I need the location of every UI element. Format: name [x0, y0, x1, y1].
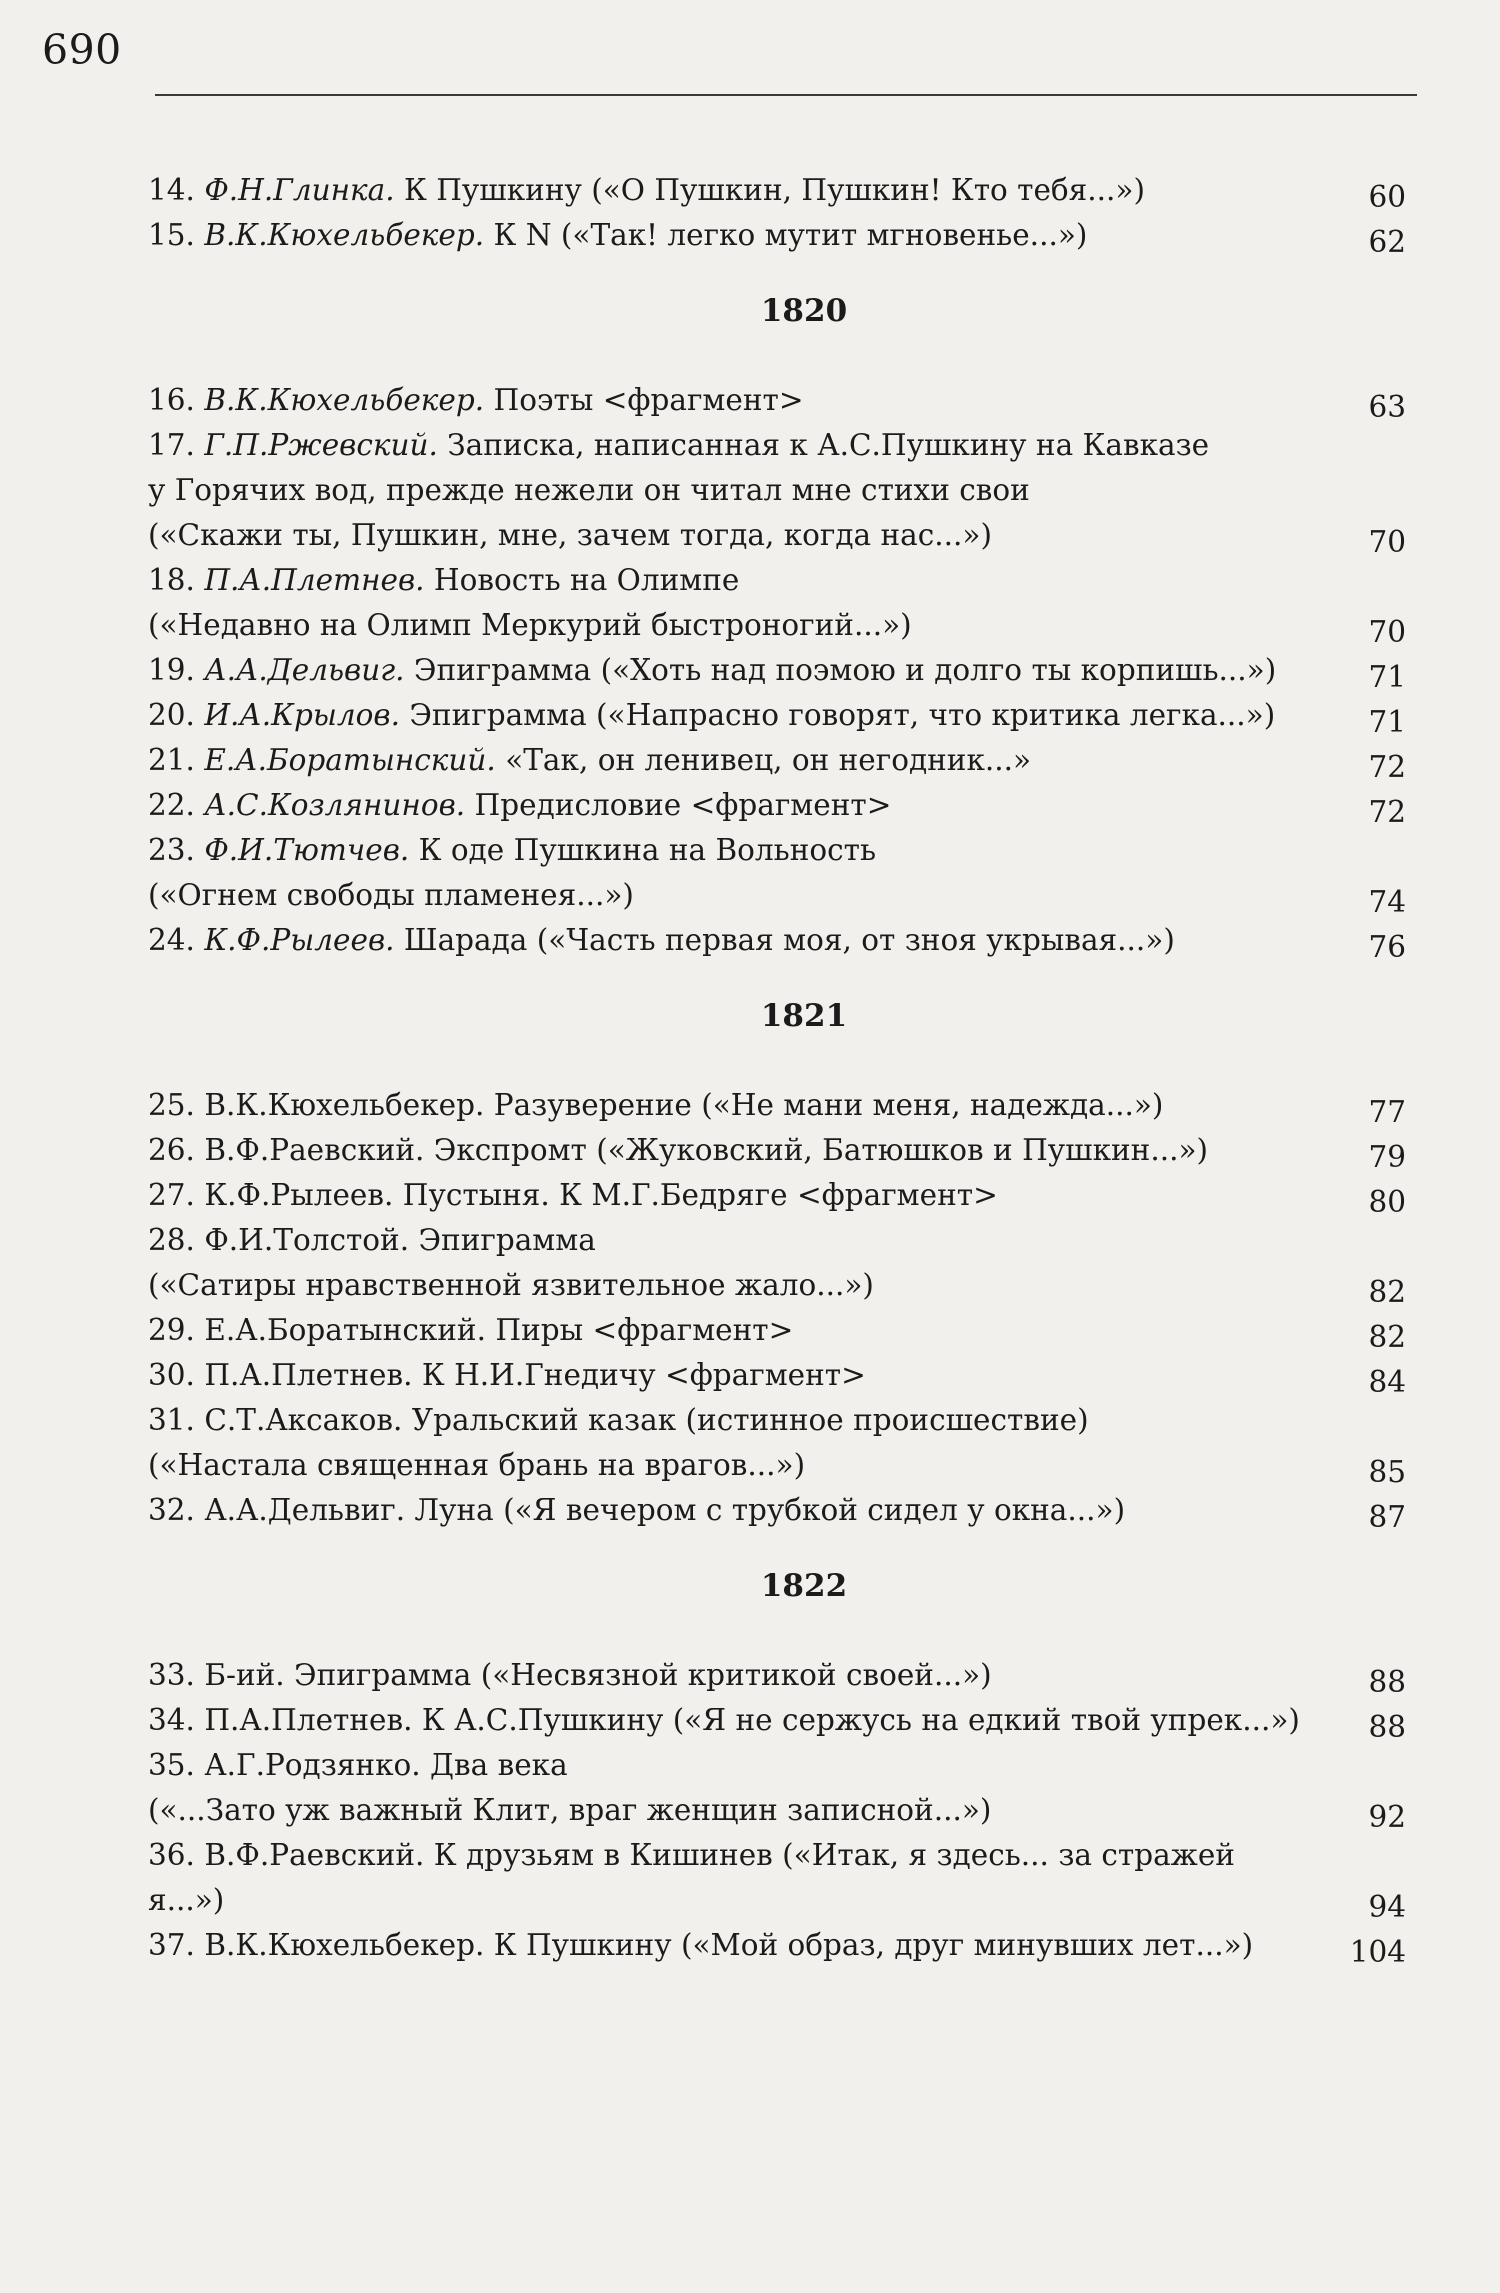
entry-title: С.Т.Аксаков. Уральский казак (истинное происшествие): [204, 1403, 1089, 1437]
entry-number: 24.: [148, 923, 195, 957]
entry-number: 17.: [148, 428, 195, 462]
entry-title: А.А.Дельвиг. Луна («Я вечером с трубкой сидел у окна...»): [204, 1493, 1126, 1527]
entry-title: Эпиграмма («Напрасно говорят, что критика легка...»): [409, 698, 1276, 732]
entry-line: [148, 1173, 1300, 1218]
toc-entry: [148, 558, 1416, 648]
entry-text: [148, 648, 1334, 693]
entry-number: 23.: [148, 833, 195, 867]
entry-title: Б-ий. Эпиграмма («Несвязной критикой своей...»): [204, 1658, 992, 1692]
entry-title: («Недавно на Олимп Меркурий быстроногий...»): [148, 608, 912, 642]
entry-page-number: 88: [1368, 1665, 1406, 1699]
toc-entry: [148, 1353, 1416, 1398]
entry-number: 22.: [148, 788, 195, 822]
entry-title: П.А.Плетнев. К Н.И.Гнедичу <фрагмент>: [204, 1358, 866, 1392]
entry-text: [148, 1698, 1334, 1743]
entry-text: [148, 1653, 1334, 1698]
entry-line: [148, 648, 1300, 693]
entry-title: («Настала священная брань на врагов...»): [148, 1448, 806, 1482]
toc-entry: [148, 693, 1416, 738]
toc-entry: [148, 738, 1416, 783]
entry-text: [148, 558, 1334, 648]
entry-line: [148, 1833, 1300, 1923]
entry-line: [148, 738, 1300, 783]
entry-text: [148, 1128, 1334, 1173]
entry-line: [148, 1743, 1300, 1788]
page-number: 690: [42, 26, 122, 74]
year-heading: 1822: [760, 1568, 848, 1604]
entry-line: [148, 1128, 1300, 1173]
entry-page-number: 71: [1368, 660, 1406, 694]
entry-line: [148, 423, 1300, 468]
entry-text: [148, 378, 1334, 423]
toc-entry: [148, 378, 1416, 423]
table-of-contents: [148, 168, 1416, 1968]
toc-entry: [148, 1698, 1416, 1743]
entry-title: «Так, он ленивец, он негодник...»: [505, 743, 1032, 777]
entry-number: 34.: [148, 1703, 195, 1737]
entry-line: [148, 918, 1300, 963]
entry-title: («Сатиры нравственной язвительное жало...»): [148, 1268, 874, 1302]
entry-line: [148, 603, 1300, 648]
year-heading: 1820: [760, 293, 848, 329]
entry-author: А.А.Дельвиг.: [204, 653, 405, 687]
entry-title: К Пушкину («О Пушкин, Пушкин! Кто тебя...»): [404, 173, 1145, 207]
toc-entry: [148, 1128, 1416, 1173]
entry-title: К.Ф.Рылеев. Пустыня. К М.Г.Бедряге <фрагмент>: [204, 1178, 998, 1212]
entry-line: [148, 558, 1300, 603]
entry-number: 20.: [148, 698, 195, 732]
entry-page-number: 94: [1368, 1890, 1406, 1924]
entry-title: Е.А.Боратынский. Пиры <фрагмент>: [204, 1313, 794, 1347]
entry-page-number: 85: [1368, 1455, 1406, 1489]
entry-title: Предисловие <фрагмент>: [474, 788, 892, 822]
entry-text: [148, 1398, 1334, 1488]
entry-title: В.Ф.Раевский. К друзьям в Кишинев («Итак, я здесь... за стражей я...»): [148, 1838, 1235, 1917]
header-rule: [155, 94, 1417, 96]
toc-entry: [148, 1308, 1416, 1353]
entry-title: Ф.И.Толстой. Эпиграмма: [204, 1223, 596, 1257]
entry-number: 33.: [148, 1658, 195, 1692]
toc-entry: [148, 1398, 1416, 1488]
entry-line: [148, 378, 1300, 423]
entry-number: 14.: [148, 173, 195, 207]
entry-title: В.Ф.Раевский. Экспромт («Жуковский, Батюшков и Пушкин...»): [204, 1133, 1209, 1167]
toc-entry: [148, 648, 1416, 693]
entry-page-number: 60: [1368, 180, 1406, 214]
toc-entry: [148, 1218, 1416, 1308]
toc-entry: [148, 1488, 1416, 1533]
entry-text: [148, 1488, 1334, 1533]
entry-title: К оде Пушкина на Вольность: [418, 833, 877, 867]
entry-text: [148, 1173, 1334, 1218]
entry-number: 19.: [148, 653, 195, 687]
entry-text: [148, 1218, 1334, 1308]
entry-line: [148, 693, 1300, 738]
entry-number: 37.: [148, 1928, 195, 1962]
entry-line: [148, 513, 1300, 558]
entry-text: [148, 1833, 1334, 1923]
entry-text: [148, 1923, 1334, 1968]
entry-author: А.С.Козлянинов.: [204, 788, 466, 822]
entry-line: [148, 783, 1300, 828]
entry-title: В.К.Кюхельбекер. К Пушкину («Мой образ, друг минувших лет...»): [204, 1928, 1254, 1962]
entry-line: [148, 828, 1300, 873]
entry-number: 16.: [148, 383, 195, 417]
entry-author: Ф.И.Тютчев.: [204, 833, 410, 867]
entry-line: [148, 1788, 1300, 1833]
entry-line: [148, 1653, 1300, 1698]
toc-entry: [148, 783, 1416, 828]
entry-number: 25.: [148, 1088, 195, 1122]
entry-number: 35.: [148, 1748, 195, 1782]
entry-line: [148, 1398, 1300, 1443]
entry-title: К N («Так! легко мутит мгновенье...»): [493, 218, 1088, 252]
entry-title: у Горячих вод, прежде нежели он читал мне стихи свои: [148, 473, 1030, 507]
entry-page-number: 82: [1368, 1275, 1406, 1309]
entry-number: 29.: [148, 1313, 195, 1347]
entry-number: 36.: [148, 1838, 195, 1872]
entry-title: Поэты <фрагмент>: [493, 383, 804, 417]
entry-author: Е.А.Боратынский.: [204, 743, 496, 777]
toc-entry: [148, 918, 1416, 963]
entry-page-number: 82: [1368, 1320, 1406, 1354]
entry-text: [148, 918, 1334, 963]
entry-text: [148, 738, 1334, 783]
entry-number: 28.: [148, 1223, 195, 1257]
entry-text: [148, 1353, 1334, 1398]
entry-text: [148, 783, 1334, 828]
year-heading: 1821: [760, 998, 848, 1034]
entry-line: [148, 468, 1300, 513]
entry-text: [148, 423, 1334, 558]
entry-text: [148, 1743, 1334, 1833]
toc-entry: [148, 1083, 1416, 1128]
toc-entry: [148, 213, 1416, 258]
entry-title: В.К.Кюхельбекер. Разуверение («Не мани меня, надежда...»): [204, 1088, 1164, 1122]
toc-entry: [148, 1743, 1416, 1833]
entry-page-number: 80: [1368, 1185, 1406, 1219]
entry-line: [148, 1923, 1300, 1968]
entry-author: К.Ф.Рылеев.: [204, 923, 395, 957]
entry-author: В.К.Кюхельбекер.: [204, 383, 485, 417]
entry-title: («Огнем свободы пламенея...»): [148, 878, 634, 912]
entry-number: 21.: [148, 743, 195, 777]
entry-page-number: 70: [1368, 525, 1406, 559]
entry-number: 27.: [148, 1178, 195, 1212]
entry-number: 18.: [148, 563, 195, 597]
entry-page-number: 62: [1368, 225, 1406, 259]
entry-number: 31.: [148, 1403, 195, 1437]
entry-line: [148, 1443, 1300, 1488]
entry-title: А.Г.Родзянко. Два века: [204, 1748, 568, 1782]
entry-line: [148, 1263, 1300, 1308]
entry-line: [148, 1308, 1300, 1353]
entry-page-number: 63: [1368, 390, 1406, 424]
entry-text: [148, 168, 1334, 213]
toc-entry: [148, 828, 1416, 918]
entry-page-number: 84: [1368, 1365, 1406, 1399]
entry-number: 32.: [148, 1493, 195, 1527]
entry-author: И.А.Крылов.: [204, 698, 400, 732]
entry-page-number: 79: [1368, 1140, 1406, 1174]
entry-page-number: 87: [1368, 1500, 1406, 1534]
entry-page-number: 74: [1368, 885, 1406, 919]
entry-line: [148, 213, 1300, 258]
toc-entry: [148, 168, 1416, 213]
toc-entry: [148, 1173, 1416, 1218]
entry-line: [148, 1083, 1300, 1128]
entry-page-number: 104: [1349, 1935, 1406, 1969]
toc-entry: [148, 1833, 1416, 1923]
entry-text: [148, 828, 1334, 918]
entry-title: Новость на Олимпе: [433, 563, 740, 597]
entry-line: [148, 873, 1300, 918]
entry-line: [148, 1218, 1300, 1263]
entry-page-number: 72: [1368, 795, 1406, 829]
entry-page-number: 77: [1368, 1095, 1406, 1129]
entry-text: [148, 1308, 1334, 1353]
entry-author: Г.П.Ржевский.: [204, 428, 438, 462]
entry-page-number: 76: [1368, 930, 1406, 964]
entry-text: [148, 1083, 1334, 1128]
entry-line: [148, 1353, 1300, 1398]
entry-author: В.К.Кюхельбекер.: [204, 218, 485, 252]
entry-author: Ф.Н.Глинка.: [204, 173, 395, 207]
entry-text: [148, 693, 1334, 738]
entry-author: П.А.Плетнев.: [204, 563, 425, 597]
entry-page-number: 92: [1368, 1800, 1406, 1834]
entry-text: [148, 213, 1334, 258]
entry-number: 15.: [148, 218, 195, 252]
entry-title: («...Зато уж важный Клит, враг женщин записной...»): [148, 1793, 992, 1827]
toc-entry: [148, 1653, 1416, 1698]
entry-page-number: 70: [1368, 615, 1406, 649]
entry-line: [148, 1488, 1300, 1533]
entry-title: («Скажи ты, Пушкин, мне, зачем тогда, когда нас...»): [148, 518, 992, 552]
toc-entry: [148, 1923, 1416, 1968]
entry-title: Эпиграмма («Хоть над поэмою и долго ты корпишь...»): [413, 653, 1277, 687]
toc-entry: [148, 423, 1416, 558]
entry-title: П.А.Плетнев. К А.С.Пушкину («Я не сержусь на едкий твой упрек...»): [204, 1703, 1300, 1737]
entry-page-number: 88: [1368, 1710, 1406, 1744]
entry-page-number: 71: [1368, 705, 1406, 739]
entry-title: Шарада («Часть первая моя, от зноя укрывая...»): [403, 923, 1175, 957]
entry-number: 26.: [148, 1133, 195, 1167]
entry-line: [148, 1698, 1300, 1743]
entry-page-number: 72: [1368, 750, 1406, 784]
entry-line: [148, 168, 1300, 213]
entry-title: Записка, написанная к А.С.Пушкину на Кавказе: [447, 428, 1210, 462]
entry-number: 30.: [148, 1358, 195, 1392]
